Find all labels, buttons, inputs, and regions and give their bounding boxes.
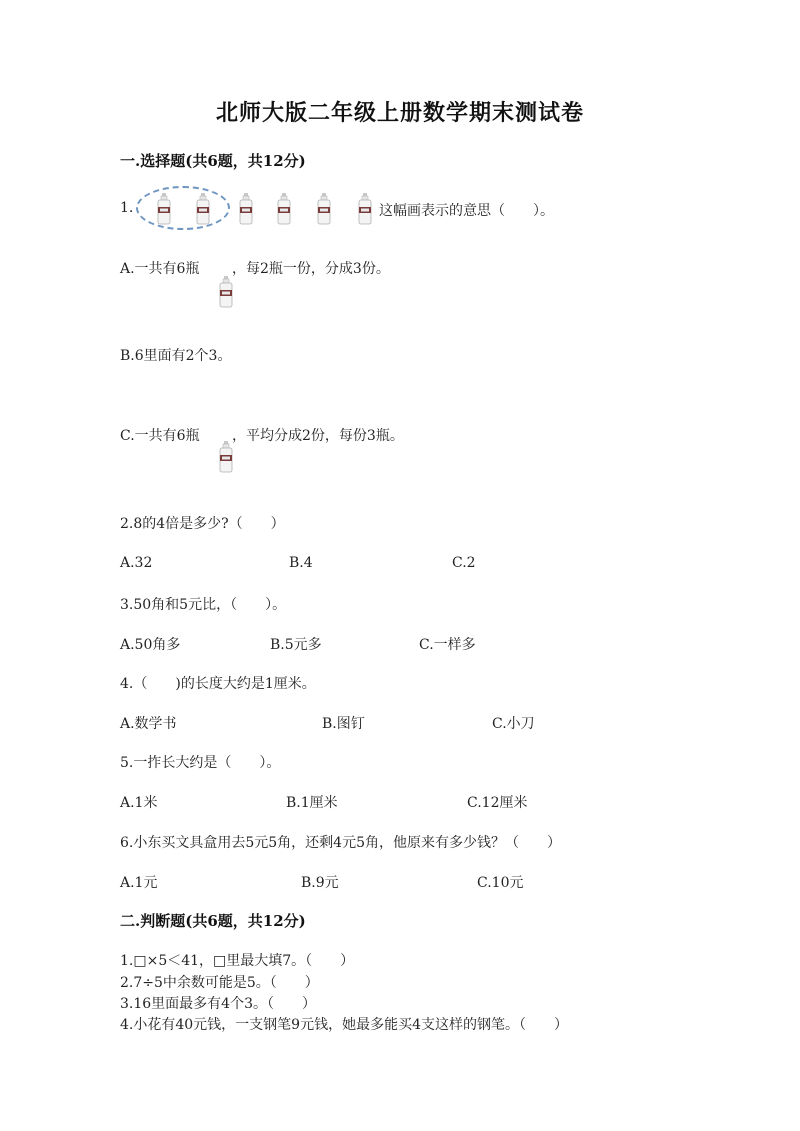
question-2-text: 2.8的4倍是多少?（ ）	[120, 516, 285, 532]
judgment-item-2: 2.7÷5中余数可能是5。（ ）	[120, 975, 319, 991]
question-3-option-a: A.50角多	[120, 637, 181, 653]
question-3-option-b: B.5元多	[270, 637, 322, 653]
water-bottle-icon	[195, 193, 211, 225]
question-1-option-b: B.6里面有2个3。	[120, 348, 232, 364]
question-1-option-a-post: ，每2瓶一份，分成3份。	[232, 261, 390, 277]
question-3-option-c: C.一样多	[419, 637, 476, 653]
question-5-option-c: C.12厘米	[467, 795, 528, 811]
section-heading-choice: 一.选择题(共6题，共12分)	[120, 152, 306, 170]
water-bottle-icon	[218, 441, 234, 473]
question-5-text: 5.一拃长大约是（ ）。	[120, 755, 281, 771]
question-4-option-a: A.数学书	[120, 716, 177, 732]
water-bottle-icon	[316, 193, 332, 225]
question-2-option-a: A.32	[120, 555, 153, 571]
water-bottle-icon	[357, 193, 373, 225]
question-2-option-b: B.4	[289, 555, 313, 571]
water-bottle-icon	[156, 193, 172, 225]
question-4-option-c: C.小刀	[492, 716, 535, 732]
water-bottle-icon	[218, 276, 234, 308]
question-5-option-a: A.1米	[120, 795, 158, 811]
water-bottle-icon	[238, 193, 254, 225]
section-heading-judgment: 二.判断题(共6题，共12分)	[120, 912, 306, 930]
question-1-text: 这幅画表示的意思（ ）。	[379, 203, 554, 219]
page-title: 北师大版二年级上册数学期末测试卷	[215, 100, 584, 126]
question-2-option-c: C.2	[452, 555, 476, 571]
question-6-text: 6.小东买文具盒用去5元5角，还剩4元5角，他原来有多少钱？（ ）	[120, 835, 561, 851]
question-6-option-a: A.1元	[120, 875, 158, 891]
question-5-option-b: B.1厘米	[286, 795, 338, 811]
judgment-item-1: 1.□×5＜41，□里最大填7。（ ）	[120, 953, 355, 969]
question-1-option-c-pre: C.一共有6瓶	[120, 428, 200, 444]
question-1-option-a-pre: A.一共有6瓶	[120, 261, 200, 277]
question-6-option-c: C.10元	[477, 875, 524, 891]
water-bottle-icon	[276, 193, 292, 225]
question-1-number: 1.	[120, 200, 134, 216]
question-4-option-b: B.图钉	[322, 716, 365, 732]
question-6-option-b: B.9元	[301, 875, 339, 891]
judgment-item-3: 3.16里面最多有4个3。（ ）	[120, 996, 316, 1012]
question-1-option-c-post: ，平均分成2份，每份3瓶。	[232, 428, 404, 444]
judgment-item-4: 4.小花有40元钱，一支钢笔9元钱，她最多能买4支这样的钢笔。（ ）	[120, 1017, 568, 1033]
grouping-ellipse	[136, 186, 230, 230]
question-3-text: 3.50角和5元比，（ ）。	[120, 597, 287, 613]
question-4-text: 4.（ )的长度大约是1厘米。	[120, 676, 316, 692]
